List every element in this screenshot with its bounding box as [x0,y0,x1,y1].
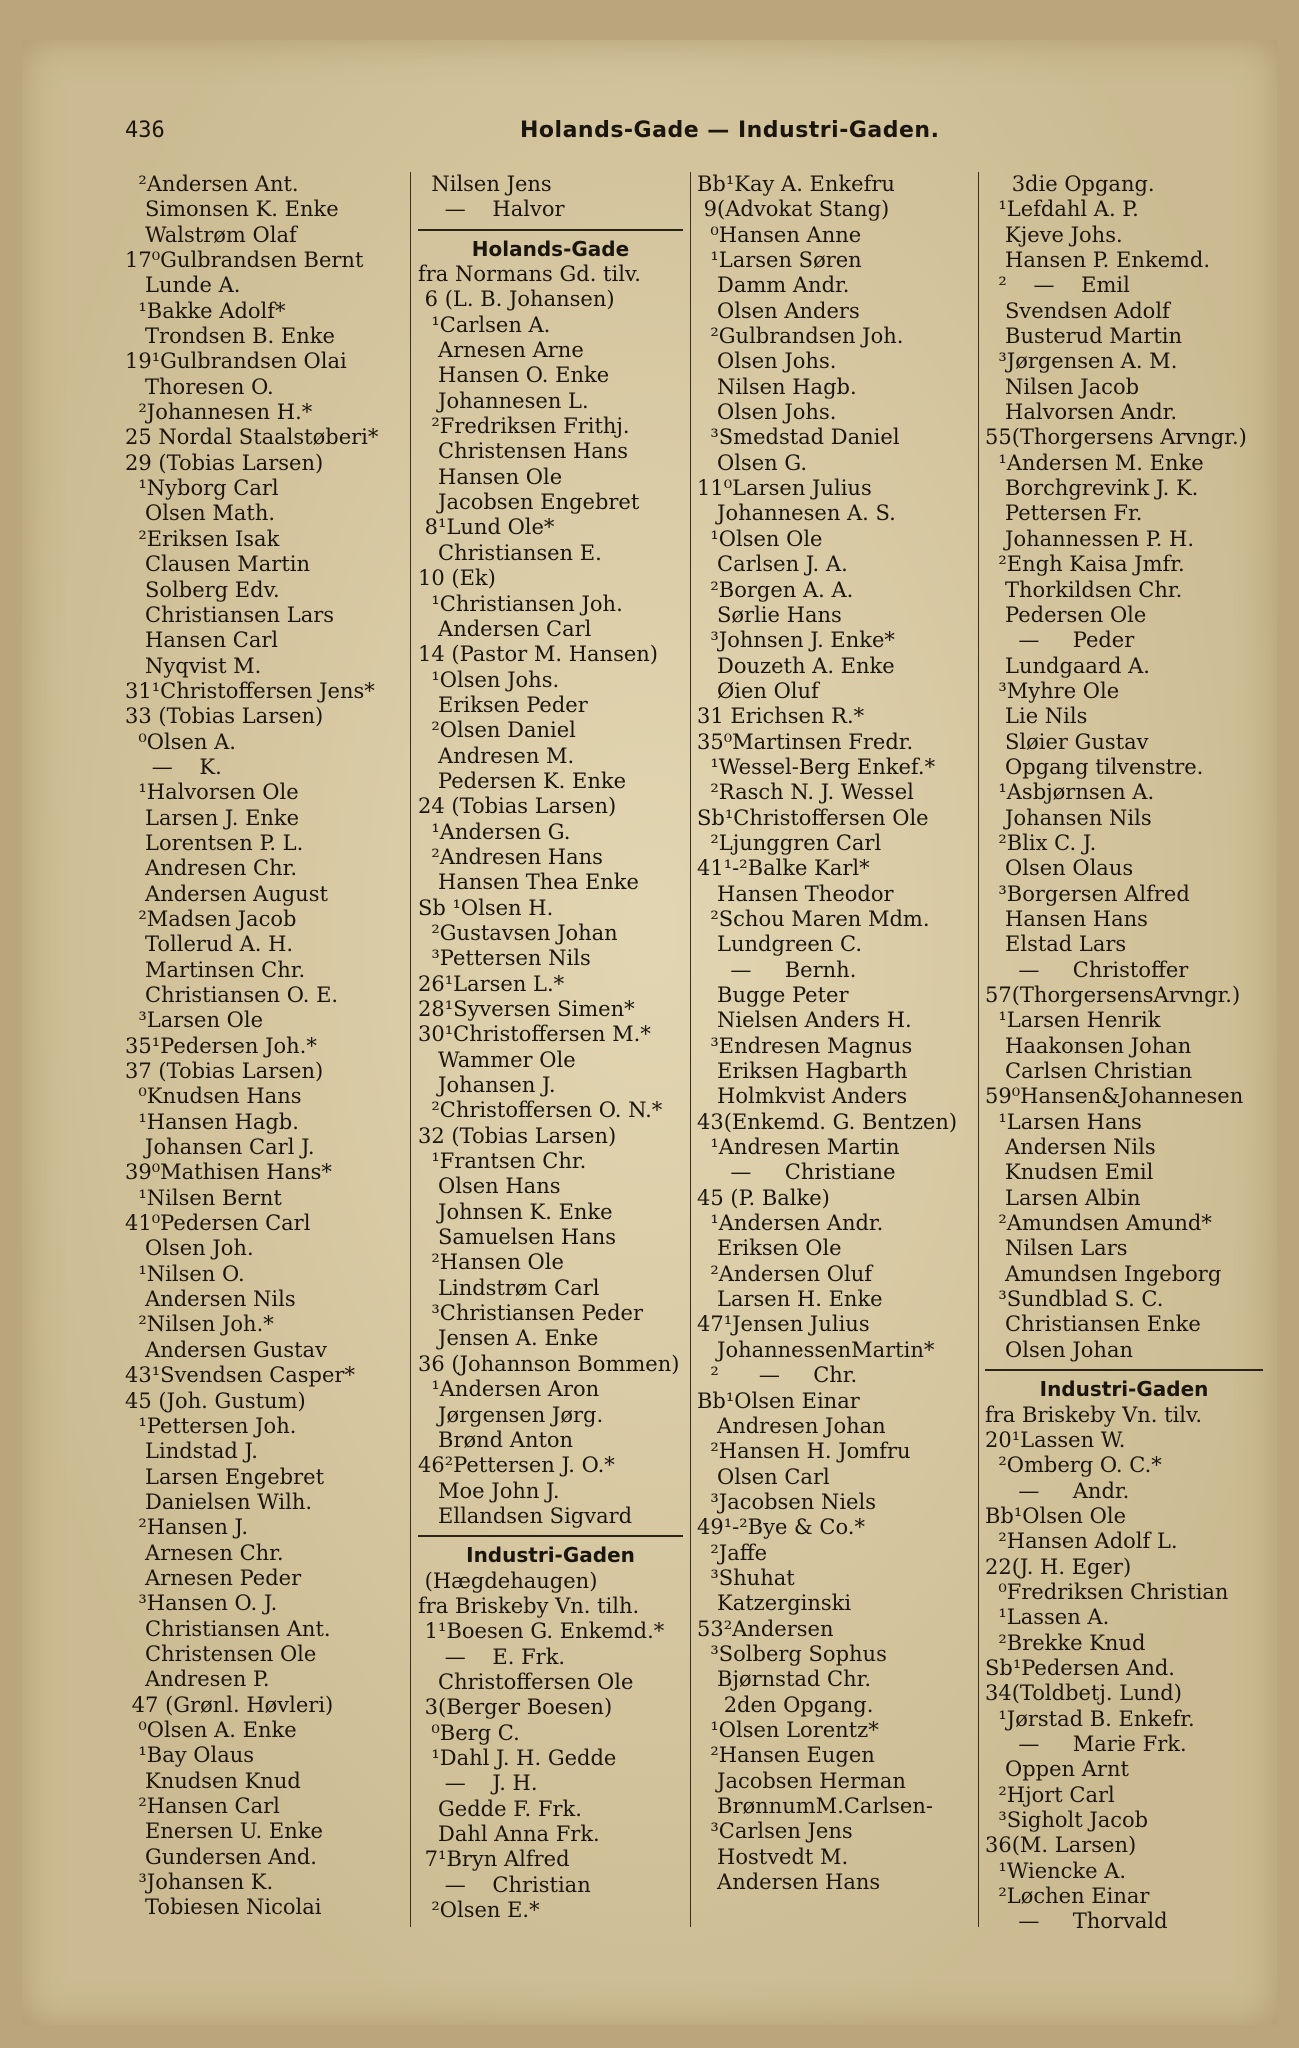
directory-entry: Sløier Gustav [985,729,1149,754]
directory-entry: Nyqvist M. [125,653,262,678]
directory-entry: ³Jacobsen Niels [697,1489,876,1514]
directory-entry: Knudsen Knud [125,1768,301,1793]
directory-entry: Olsen Johs. [697,349,837,374]
directory-entry: Andersen Gustav [125,1337,327,1362]
directory-entry: ²Hansen H. Jomfru [697,1439,911,1464]
directory-entry: Andersen Carl [418,616,592,641]
directory-entry: Larsen Albin [985,1185,1141,1210]
directory-entry: 43(Enkemd. G. Bentzen) [697,1109,958,1134]
directory-entry: Olsen Johs. [697,400,837,425]
directory-entry: Simonsen K. Enke [125,197,339,222]
directory-entry: Nilsen Hagb. [697,374,857,399]
directory-entry: ⁰Hansen Anne [697,222,862,247]
directory-entry: ¹Halvorsen Ole [125,780,299,805]
directory-entry: ¹Wiencke A. [985,1858,1127,1883]
directory-entry: Eriksen Hagbarth [697,1059,908,1084]
directory-entry: Lorentsen P. L. [125,830,304,855]
directory-entry: Hansen Hans [985,906,1148,931]
directory-entry: ¹Lefdahl A. P. [985,197,1139,222]
directory-entry: Larsen H. Enke [697,1287,883,1312]
directory-entry: 55(Thorgersens Arvngr.) [985,425,1247,450]
directory-entry: Olsen Olaus [985,856,1134,881]
directory-entry: Hansen O. Enke [418,363,610,388]
directory-entry: ¹Larsen Henrik [985,1008,1161,1033]
directory-entry: ²Engh Kaisa Jmfr. [985,552,1185,577]
directory-entry: ¹Larsen Søren [697,248,862,273]
directory-entry: ³Johnsen J. Enke* [697,628,895,653]
directory-entry: ¹Lassen A. [985,1605,1110,1630]
directory-entry: Olsen Joh. [125,1236,254,1261]
directory-entry: Hansen Thea Enke [418,870,639,895]
directory-entry: ²Borgen A. A. [697,577,854,602]
directory-entry: ¹Andersen Andr. [697,1211,884,1236]
section-rule [418,1529,683,1543]
directory-entry: Walstrøm Olaf [125,222,297,247]
directory-entry: Christiansen E. [418,540,602,565]
directory-entry: ²Hansen Adolf L. [985,1529,1178,1554]
directory-entry: ³Hansen O. J. [125,1591,278,1616]
directory-entry: 31 Erichsen R.* [697,704,865,729]
directory-entry: Jørgensen Jørg. [418,1402,604,1427]
directory-entry: ²Rasch N. J. Wessel [697,780,914,805]
directory-entry: 39⁰Mathisen Hans* [125,1160,332,1185]
page-title: Holands-Gade — Industri-Gaden. [520,118,940,143]
directory-entry: Enersen U. Enke [125,1819,323,1844]
directory-entry: Pedersen Ole [985,602,1147,627]
directory-entry: Bb¹Kay A. Enkefru [697,172,895,196]
directory-entry: 36(M. Larsen) [985,1833,1137,1858]
directory-entry: ²Hansen Ole [418,1250,564,1275]
directory-entry: Trondsen B. Enke [125,324,335,349]
directory-entry: Pettersen Fr. [985,501,1143,526]
directory-entry: — J. H. [418,1771,538,1796]
directory-entry: ¹Pettersen Joh. [125,1413,297,1438]
directory-entry: Elstad Lars [985,932,1127,957]
directory-entry: ⁰Olsen A. Enke [125,1717,297,1742]
directory-entry: ¹Andersen Aron [418,1377,600,1402]
directory-entry: 36 (Johannson Bommen) [418,1351,680,1376]
directory-entry: Pedersen K. Enke [418,768,627,793]
directory-entry: Ellandsen Sigvard [418,1503,633,1528]
directory-entry: Hansen Theodor [697,881,894,906]
directory-entry: 30¹Christoffersen M.* [418,1022,651,1047]
directory-entry: ³Smedstad Daniel [697,425,900,450]
directory-entry: Olsen Math. [125,501,276,526]
directory-entry: 22(J. H. Eger) [985,1554,1132,1579]
directory-entry: ¹Olsen Lorentz* [697,1717,879,1742]
directory-entry: Lindstad J. [125,1439,258,1464]
directory-entry: ²Hjort Carl [985,1782,1115,1807]
directory-entry: Lundgreen C. [697,932,862,957]
directory-entry: 34(Toldbetj. Lund) [985,1681,1182,1706]
directory-entry: Samuelsen Hans [418,1225,617,1250]
directory-entry: — Christiane [697,1160,896,1185]
directory-entry: Christensen Hans [418,439,629,464]
directory-entry: Carlsen J. A. [697,552,848,577]
directory-entry: ²Ljunggren Carl [697,830,882,855]
directory-entry: ²Hansen Carl [125,1794,280,1818]
page-number: 436 [125,118,165,143]
directory-entry: ³Solberg Sophus [697,1641,887,1666]
directory-entry: Nielsen Anders H. [697,1008,912,1033]
directory-entry: ³Jørgensen A. M. [985,349,1178,374]
directory-entry: Martinsen Chr. [125,957,306,982]
directory-entry: 19¹Gulbrandsen Olai [125,349,347,374]
directory-entry: 49¹-²Bye & Co.* [697,1515,865,1540]
directory-entry: Andersen August [125,881,328,906]
directory-entry: Johansen Nils [985,805,1152,830]
directory-entry: Larsen Engebret [125,1464,325,1489]
directory-entry: — Marie Frk. [985,1731,1187,1756]
directory-entry: ¹Olsen Johs. [418,667,560,692]
directory-entry: 24 (Tobias Larsen) [418,794,617,819]
directory-entry: ³Borgersen Alfred [985,881,1190,906]
directory-entry: Sørlie Hans [697,602,842,627]
directory-entry: ³Shuhat [697,1565,795,1590]
directory-entry: — Peder [985,628,1135,653]
directory-entry: 20¹Lassen W. [985,1427,1126,1452]
directory-entry: Arnesen Chr. [125,1540,284,1565]
directory-entry: ¹Nyborg Carl [125,476,279,501]
directory-entry: ¹Carlsen A. [418,312,551,337]
directory-entry: 29 (Tobias Larsen) [125,450,324,475]
directory-entry: Jacobsen Engebret [418,490,640,515]
directory-entry: ²Eriksen Isak [125,526,280,551]
directory-entry: 47 (Grønl. Høvleri) [125,1692,334,1717]
directory-entry: Christiansen Enke [985,1312,1201,1337]
directory-entry: ²Gustavsen Johan [418,920,618,945]
directory-entry: Carlsen Christian [985,1059,1193,1084]
directory-entry: fra Normans Gd. tilv. [418,262,641,287]
directory-entry: Andersen Nils [985,1135,1156,1160]
directory-entry: ²Johannesen H.* [125,400,313,425]
directory-entry: Busterud Martin [985,324,1183,349]
directory-entry: 1¹Boesen G. Enkemd.* [418,1619,665,1644]
directory-entry: — Bernh. [697,957,857,982]
directory-entry: 45 (Joh. Gustum) [125,1388,306,1413]
directory-entry: Nilsen Jacob [985,374,1140,399]
directory-entry: Wammer Ole [418,1047,576,1072]
directory-entry: ²Gulbrandsen Joh. [697,324,904,349]
directory-entry: Lunde A. [125,273,241,298]
directory-entry: ²Amundsen Amund* [985,1211,1212,1236]
directory-entry: ³Sundblad S. C. [985,1287,1164,1312]
directory-entry: Danielsen Wilh. [125,1489,313,1514]
directory-entry: 28¹Syversen Simen* [418,997,635,1021]
directory-entry: Sb ¹Olsen H. [418,895,554,920]
directory-entry: Halvorsen Andr. [985,400,1178,425]
directory-entry: 43¹Svendsen Casper* [125,1363,355,1388]
directory-entry: ¹Christiansen Joh. [418,591,623,616]
directory-column-2 [418,172,683,1923]
directory-entry: — Halvor [418,197,565,222]
directory-entry: ³Myhre Ole [985,678,1120,703]
directory-entry: Nilsen Lars [985,1236,1128,1261]
directory-entry: Gedde F. Frk. [418,1796,582,1821]
directory-entry: Andresen P. [125,1667,270,1692]
directory-entry: — Andr. [985,1478,1130,1503]
directory-entry: ¹Frantsen Chr. [418,1149,587,1174]
directory-entry: 14 (Pastor M. Hansen) [418,642,659,667]
directory-entry: 25 Nordal Staalstøberi* [125,425,379,450]
directory-entry: ²Christoffersen O. N.* [418,1098,663,1123]
directory-entry: Johansen Carl J. [125,1135,315,1160]
directory-entry: Hostvedt M. [697,1844,849,1869]
directory-entry: Solberg Edv. [125,577,280,602]
directory-entry: Christensen Ole [125,1641,317,1666]
directory-entry: 33 (Tobias Larsen) [125,704,324,729]
directory-entry: Clausen Martin [125,552,311,577]
directory-entry: Sb¹Christoffersen Ole [697,805,929,830]
directory-entry: Olsen Hans [418,1174,561,1199]
directory-entry: ¹Asbjørnsen A. [985,780,1155,805]
directory-entry: 35⁰Martinsen Fredr. [697,729,914,754]
directory-entry: Hansen Ole [418,464,563,489]
directory-entry: ⁰Fredriksen Christian [985,1579,1229,1604]
directory-entry: Larsen J. Enke [125,805,300,830]
directory-entry: ³Endresen Magnus [697,1033,913,1058]
directory-entry: ¹Nilsen O. [125,1261,245,1286]
directory-entry: Tobiesen Nicolai [125,1895,322,1920]
directory-entry: ¹Andersen M. Enke [985,450,1204,475]
directory-entry: 47¹Jensen Julius [697,1312,870,1337]
directory-entry: 31¹Christoffersen Jens* [125,678,375,703]
street-heading: Industri-Gaden [466,1543,635,1568]
directory-entry: Jacobsen Herman [697,1768,906,1793]
directory-entry: Dahl Anna Frk. [418,1822,600,1846]
directory-entry: 3(Berger Boesen) [418,1695,613,1720]
directory-entry: Olsen G. [697,450,808,475]
directory-entry: Andresen Chr. [125,856,298,881]
directory-entry: 10 (Ek) [418,566,496,591]
section-rule [985,1363,1263,1377]
directory-entry: 17⁰Gulbrandsen Bernt [125,248,364,273]
directory-entry: — Christian [418,1872,591,1897]
street-heading: Industri-Gaden [1039,1377,1209,1402]
directory-entry: 57(ThorgersensArvngr.) [985,983,1241,1007]
directory-entry: 3die Opgang. [985,172,1155,196]
directory-column-4 [985,172,1263,1935]
directory-entry: Lundgaard A. [985,653,1150,678]
directory-entry: 2den Opgang. [697,1692,874,1717]
directory-entry: Oppen Arnt [985,1757,1129,1782]
directory-entry: Brønd Anton [418,1427,574,1452]
directory-entry: Andresen Johan [697,1413,886,1438]
directory-entry: ¹Nilsen Bernt [125,1185,282,1210]
directory-entry: ²Blix C. J. [985,830,1097,855]
directory-entry: ²Schou Maren Mdm. [697,906,930,931]
directory-entry: ²Olsen Daniel [418,718,576,743]
directory-entry: ³Sigholt Jacob [985,1808,1149,1832]
directory-entry: 46²Pettersen J. O.* [418,1453,615,1478]
directory-column-3 [697,172,969,1895]
directory-entry: BrønnumM.Carlsen- [697,1794,933,1818]
directory-entry: ³Pettersen Nils [418,946,591,971]
directory-entry: Nilsen Jens [418,172,552,196]
directory-entry: 26¹Larsen L.* [418,971,565,996]
column-divider [410,172,411,1927]
directory-entry: Johannesen L. [418,388,589,413]
directory-entry: 53²Andersen [697,1616,834,1641]
directory-column-1 [125,172,403,1921]
directory-entry: Andersen Hans [697,1870,881,1895]
directory-entry: ¹Wessel-Berg Enkef.* [697,754,936,779]
directory-entry: Eriksen Ole [697,1236,842,1261]
directory-entry: 7¹Bryn Alfred [418,1847,570,1872]
directory-entry: Olsen Carl [697,1464,830,1489]
directory-entry: Olsen Anders [697,298,860,323]
directory-entry: 41⁰Pedersen Carl [125,1211,311,1236]
directory-entry: 41¹-²Balke Karl* [697,856,870,881]
directory-entry: ³Carlsen Jens [697,1819,853,1844]
directory-entry: ² — Chr. [697,1363,858,1388]
directory-entry: ² — Emil [985,273,1130,298]
directory-entry: Johnsen K. Enke [418,1199,613,1224]
directory-entry: Lindstrøm Carl [418,1275,600,1300]
directory-entry: Kjeve Johs. [985,222,1123,247]
directory-entry: Gundersen And. [125,1844,317,1869]
directory-entry: Andersen Nils [125,1287,296,1312]
directory-entry: Johansen J. [418,1073,556,1098]
directory-entry: Bb¹Olsen Einar [697,1388,860,1413]
directory-entry: (Hægdehaugen) [418,1568,598,1593]
directory-entry: Hansen P. Enkemd. [985,248,1211,273]
directory-entry: Christiansen Lars [125,602,335,627]
directory-entry: Tollerud A. H. [125,932,294,957]
directory-entry: Amundsen Ingeborg [985,1261,1222,1286]
section-rule [418,223,683,237]
directory-entry: Hansen Carl [125,628,279,653]
directory-entry: ¹Hansen Hagb. [125,1109,299,1134]
directory-entry: — E. Frk. [418,1644,566,1669]
directory-entry: ²Olsen E.* [418,1898,540,1923]
street-heading: Holands-Gade [471,236,630,261]
directory-entry: ²Andersen Ant. [125,172,299,196]
directory-entry: — K. [125,754,222,779]
page-header [125,118,1275,154]
directory-entry: Holmkvist Anders [697,1084,908,1109]
directory-entry: Moe John J. [418,1478,560,1503]
directory-entry: 45 (P. Balke) [697,1185,830,1210]
directory-entry: Lie Nils [985,704,1088,729]
column-divider [978,172,979,1927]
directory-entry: Johannessen P. H. [985,526,1195,551]
directory-entry: Thoresen O. [125,374,274,399]
directory-entry: ¹Larsen Hans [985,1109,1142,1134]
directory-entry: Eriksen Peder [418,692,588,717]
directory-entry: Christiansen O. E. [125,983,339,1007]
directory-entry: Douzeth A. Enke [697,653,895,678]
directory-entry: ²Brekke Knud [985,1630,1146,1655]
directory-entry: ²Madsen Jacob [125,906,297,931]
directory-entry: Øien Oluf [697,678,819,703]
directory-entry: Bjørnstad Chr. [697,1667,872,1692]
directory-entry: Jensen A. Enke [418,1326,599,1351]
directory-entry: ³Larsen Ole [125,1008,264,1033]
directory-entry: Haakonsen Johan [985,1033,1192,1058]
directory-entry: ²Andresen Hans [418,844,603,869]
directory-entry: Johannesen A. S. [697,501,896,526]
directory-entry: ⁰Knudsen Hans [125,1084,302,1109]
directory-entry: Bb¹Olsen Ole [985,1503,1126,1528]
directory-entry: Olsen Johan [985,1337,1133,1362]
directory-entry: Damm Andr. [697,273,850,298]
directory-entry: 32 (Tobias Larsen) [418,1123,617,1148]
directory-entry: ²Løchen Einar [985,1884,1150,1909]
directory-entry: ²Andersen Oluf [697,1261,873,1286]
directory-entry: Bugge Peter [697,983,849,1007]
directory-entry: ²Nilsen Joh.* [125,1312,274,1337]
directory-entry: JohannessenMartin* [697,1337,935,1362]
directory-entry: Andresen M. [418,743,575,768]
directory-entry: ¹Bakke Adolf* [125,298,286,323]
directory-entry: 35¹Pedersen Joh.* [125,1033,317,1058]
directory-entry: Thorkildsen Chr. [985,577,1183,602]
directory-entry: Arnesen Arne [418,338,584,363]
directory-entry: Christoffersen Ole [418,1669,634,1694]
column-divider [690,172,691,1927]
directory-entry: ²Hansen J. [125,1515,248,1540]
directory-entry: fra Briskeby Vn. tilh. [418,1593,640,1618]
directory-entry: 6 (L. B. Johansen) [418,287,615,312]
directory-entry: Svendsen Adolf [985,298,1170,323]
directory-entry: Christiansen Ant. [125,1616,331,1641]
directory-entry: 9(Advokat Stang) [697,197,890,222]
directory-entry: 11⁰Larsen Julius [697,476,872,501]
directory-entry: ¹Bay Olaus [125,1743,255,1768]
directory-entry: — Christoffer [985,957,1189,982]
directory-entry: ²Hansen Eugen [697,1743,875,1768]
directory-entry: ¹Olsen Ole [697,526,823,551]
directory-entry: ²Omberg O. C.* [985,1453,1162,1478]
directory-entry: ¹Andersen G. [418,819,571,844]
directory-entry: Arnesen Peder [125,1565,302,1590]
directory-entry: ²Fredriksen Frithj. [418,414,630,439]
directory-entry: ³Johansen K. [125,1870,274,1895]
directory-entry: ⁰Olsen A. [125,729,236,754]
directory-entry: 8¹Lund Ole* [418,515,555,540]
directory-entry: fra Briskeby Vn. tilv. [985,1402,1203,1427]
directory-entry: Katzerginski [697,1591,852,1616]
directory-entry: 37 (Tobias Larsen) [125,1059,324,1084]
directory-entry: ¹Andresen Martin [697,1135,900,1160]
directory-entry: ¹Jørstad B. Enkefr. [985,1706,1195,1731]
directory-entry: ⁰Berg C. [418,1720,520,1745]
directory-entry: — Thorvald [985,1909,1168,1934]
directory-entry: Opgang tilvenstre. [985,754,1204,779]
directory-entry: Borchgrevink J. K. [985,476,1199,501]
directory-entry: 59⁰Hansen&Johannesen [985,1084,1244,1109]
directory-entry: Sb¹Pedersen And. [985,1655,1175,1680]
directory-entry: Knudsen Emil [985,1160,1154,1185]
directory-entry: ³Christiansen Peder [418,1301,644,1326]
directory-entry: ²Jaffe [697,1540,768,1565]
directory-entry: ¹Dahl J. H. Gedde [418,1745,617,1770]
